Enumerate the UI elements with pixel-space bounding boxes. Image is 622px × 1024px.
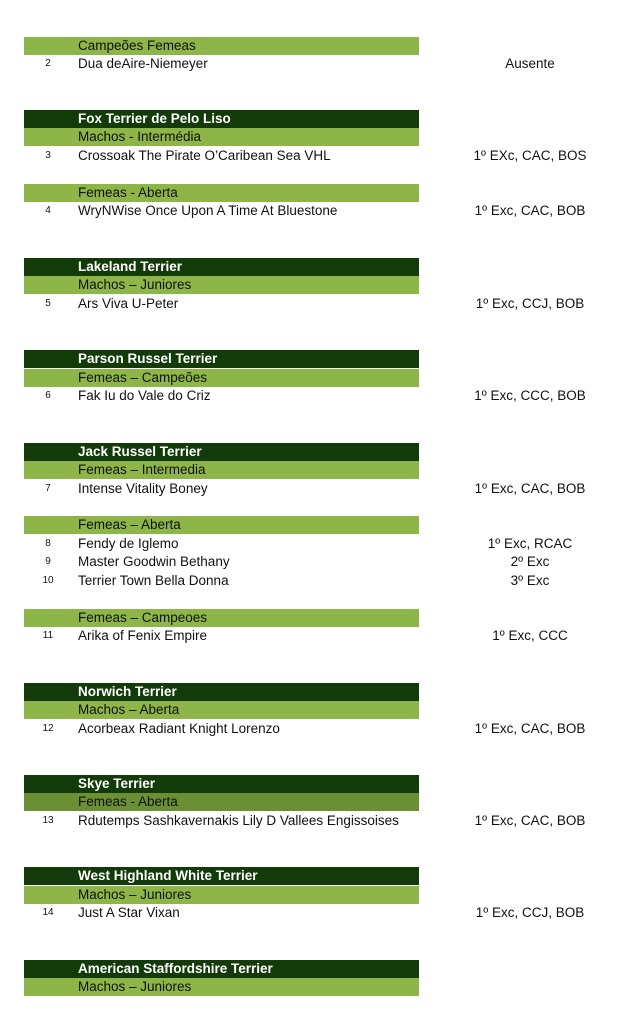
breed-header: Norwich Terrier <box>24 683 419 701</box>
dog-name: Fak Iu do Vale do Criz <box>78 388 211 403</box>
dog-name: WryNWise Once Upon A Time At Bluestone <box>78 203 338 218</box>
class-header: Femeas – Aberta <box>24 516 419 534</box>
entry-row <box>0 147 622 165</box>
result: Ausente <box>505 56 555 71</box>
result: 1º Exc, CAC, BOB <box>474 481 586 496</box>
dog-name: Master Goodwin Bethany <box>78 554 230 569</box>
result: 1º EXc, CAC, BOS <box>473 148 587 163</box>
result: 1º Exc, CAC, BOB <box>474 813 586 828</box>
entry-number: 12 <box>42 723 54 734</box>
result: 3º Exc <box>510 573 550 588</box>
class-header: Machos – Aberta <box>24 701 419 719</box>
breed-header: West Highland White Terrier <box>24 867 419 885</box>
entry-number: 8 <box>45 538 51 549</box>
entry-row <box>0 202 622 220</box>
entry-number: 2 <box>45 58 51 69</box>
class-header: Femeas - Aberta <box>24 184 419 202</box>
dog-name: Terrier Town Bella Donna <box>78 573 229 588</box>
result: 1º Exc, CAC, BOB <box>474 203 586 218</box>
result: 1º Exc, CCJ, BOB <box>475 905 585 920</box>
result: 1º Exc, RCAC <box>487 536 573 551</box>
entry-row <box>0 904 622 922</box>
entry-number: 6 <box>45 390 51 401</box>
result: 1º Exc, CCC <box>492 628 568 643</box>
class-header: Femeas - Aberta <box>24 793 419 811</box>
dog-name: Arika of Fenix Empire <box>78 628 208 643</box>
result: 1º Exc, CCC, BOB <box>474 388 586 403</box>
class-header: Machos – Juniores <box>24 978 419 996</box>
entry-number: 11 <box>42 630 54 641</box>
dog-name: Acorbeax Radiant Knight Lorenzo <box>78 721 280 736</box>
breed-header: American Staffordshire Terrier <box>24 960 419 978</box>
dog-name: Rdutemps Sashkavernakis Lily D Vallees Engissoises <box>78 813 399 828</box>
class-header: Femeas – Intermedia <box>24 461 419 479</box>
breed-header: Fox Terrier de Pelo Liso <box>24 110 419 128</box>
entry-row <box>0 812 622 830</box>
entry-number: 4 <box>45 205 51 216</box>
class-header: Machos – Juniores <box>24 276 419 294</box>
entry-row <box>0 572 622 590</box>
entry-row <box>0 55 622 73</box>
breed-header: Skye Terrier <box>24 775 419 793</box>
dog-name: Fendy de Iglemo <box>78 536 179 551</box>
breed-header: Parson Russel Terrier <box>24 350 419 368</box>
entry-row <box>0 535 622 553</box>
breed-header: Lakeland Terrier <box>24 258 419 276</box>
entry-number: 14 <box>42 907 54 918</box>
result: 1º Exc, CAC, BOB <box>474 721 586 736</box>
dog-name: Ars Viva U-Peter <box>78 296 179 311</box>
entry-number: 10 <box>42 575 54 586</box>
result: 1º Exc, CCJ, BOB <box>475 296 585 311</box>
entry-row <box>0 720 622 738</box>
dog-name: Just A Star Vixan <box>78 905 180 920</box>
entry-number: 9 <box>45 556 51 567</box>
entry-row <box>0 627 622 645</box>
class-header: Machos - Intermédia <box>24 128 419 146</box>
breed-header: Jack Russel Terrier <box>24 443 419 461</box>
result: 2º Exc <box>510 554 550 569</box>
entry-number: 3 <box>45 150 51 161</box>
entry-number: 7 <box>45 483 51 494</box>
entry-row <box>0 295 622 313</box>
class-header: Femeas – Campeões <box>24 369 419 387</box>
class-header: Campeões Femeas <box>24 37 419 55</box>
dog-name: Dua deAire-Niemeyer <box>78 56 208 71</box>
entry-number: 13 <box>42 815 54 826</box>
entry-row <box>0 553 622 571</box>
class-header: Femeas – Campeoes <box>24 609 419 627</box>
dog-name: Intense Vitality Boney <box>78 481 208 496</box>
dog-name: Crossoak The Pirate O’Caribean Sea VHL <box>78 148 331 163</box>
entry-row <box>0 480 622 498</box>
class-header: Machos – Juniores <box>24 886 419 904</box>
entry-number: 5 <box>45 298 51 309</box>
entry-row <box>0 387 622 405</box>
